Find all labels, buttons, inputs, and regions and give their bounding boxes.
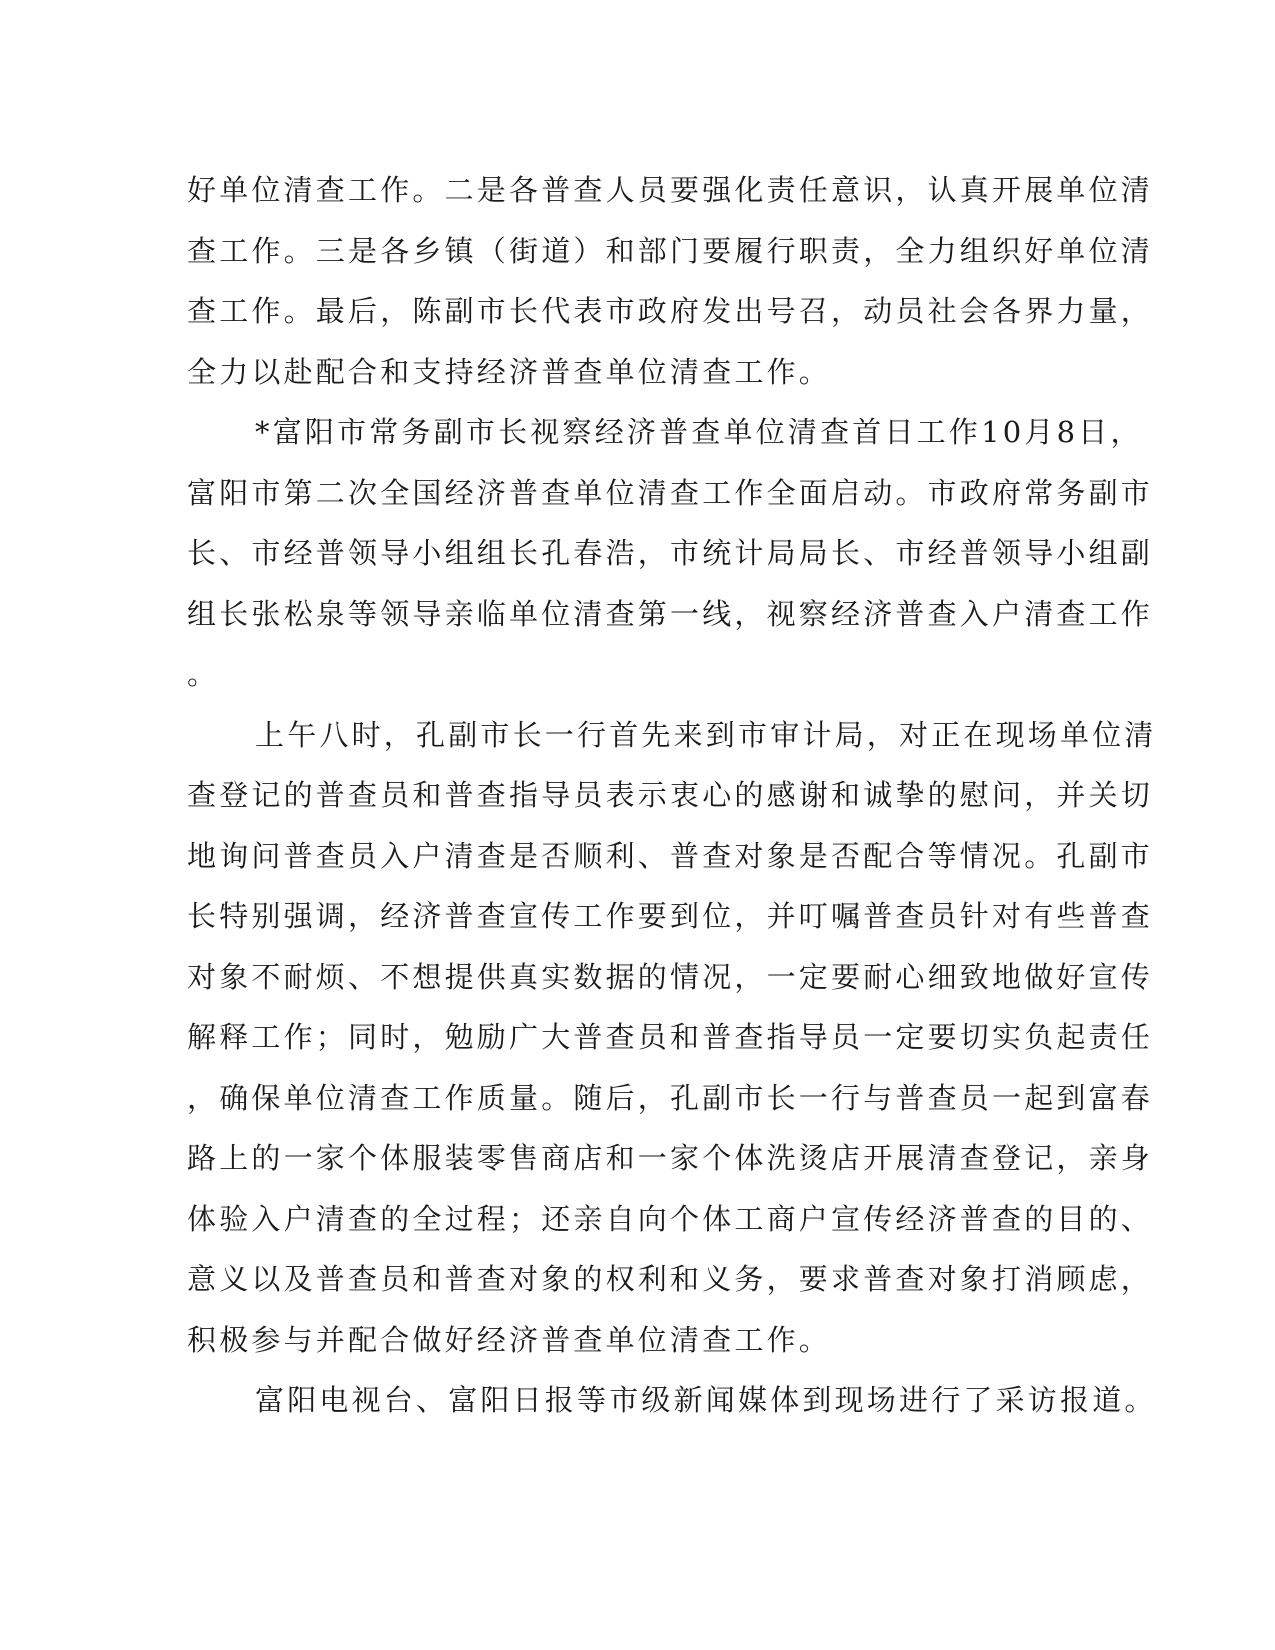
text-line: 查工作。最后，陈副市长代表市政府发出号召，动员社会各界力量， <box>187 294 1154 328</box>
text-line: 富阳电视台、富阳日报等市级新闻媒体到现场进行了采访报道。 <box>255 1383 1157 1417</box>
text-line: 体验入户清查的全过程；还亲自向个体工商户宣传经济普查的目的、 <box>187 1201 1154 1236</box>
text-line: 好单位清查工作。二是各普查人员要强化责任意识，认真开展单位清 <box>187 173 1154 207</box>
text-line: 全力以赴配合和支持经济普查单位清查工作。 <box>187 354 832 389</box>
text-line: 富阳市第二次全国经济普查单位清查工作全面启动。市政府常务副市 <box>187 475 1154 510</box>
text-line: ，确保单位清查工作质量。随后，孔副市长一行与普查员一起到富春 <box>187 1080 1154 1115</box>
text-line: 解释工作；同时，勉励广大普查员和普查指导员一定要切实负起责任 <box>187 1020 1154 1054</box>
text-line: 意义以及普查员和普查对象的权利和义务，要求普查对象打消顾虑， <box>187 1262 1154 1296</box>
text-line: 长、市经普领导小组组长孔春浩，市统计局局长、市经普领导小组副 <box>187 536 1154 570</box>
text-line: 长特别强调，经济普查宣传工作要到位，并叮嘱普查员针对有些普查 <box>187 899 1154 933</box>
text-line: 路上的一家个体服装零售商店和一家个体洗烫店开展清查登记，亲身 <box>187 1141 1154 1175</box>
text-line: 。 <box>187 657 220 691</box>
text-line: 积极参与并配合做好经济普查单位清查工作。 <box>187 1322 832 1357</box>
text-line: 查登记的普查员和普查指导员表示衷心的感谢和诚挚的慰问，并关切 <box>187 778 1154 812</box>
text-line: 地询问普查员入户清查是否顺利、普查对象是否配合等情况。孔副市 <box>187 838 1154 873</box>
text-line: 组长张松泉等领导亲临单位清查第一线，视察经济普查入户清查工作 <box>187 596 1154 631</box>
text-line: 查工作。三是各乡镇（街道）和部门要履行职责，全力组织好单位清 <box>187 233 1154 268</box>
text-line: *富阳市常务副市长视察经济普查单位清查首日工作10月8日， <box>255 415 1143 449</box>
text-line: 上午八时，孔副市长一行首先来到市审计局，对正在现场单位清 <box>255 717 1157 752</box>
document-body <box>187 160 1157 1431</box>
text-line: 对象不耐烦、不想提供真实数据的情况，一定要耐心细致地做好宣传 <box>187 959 1154 994</box>
